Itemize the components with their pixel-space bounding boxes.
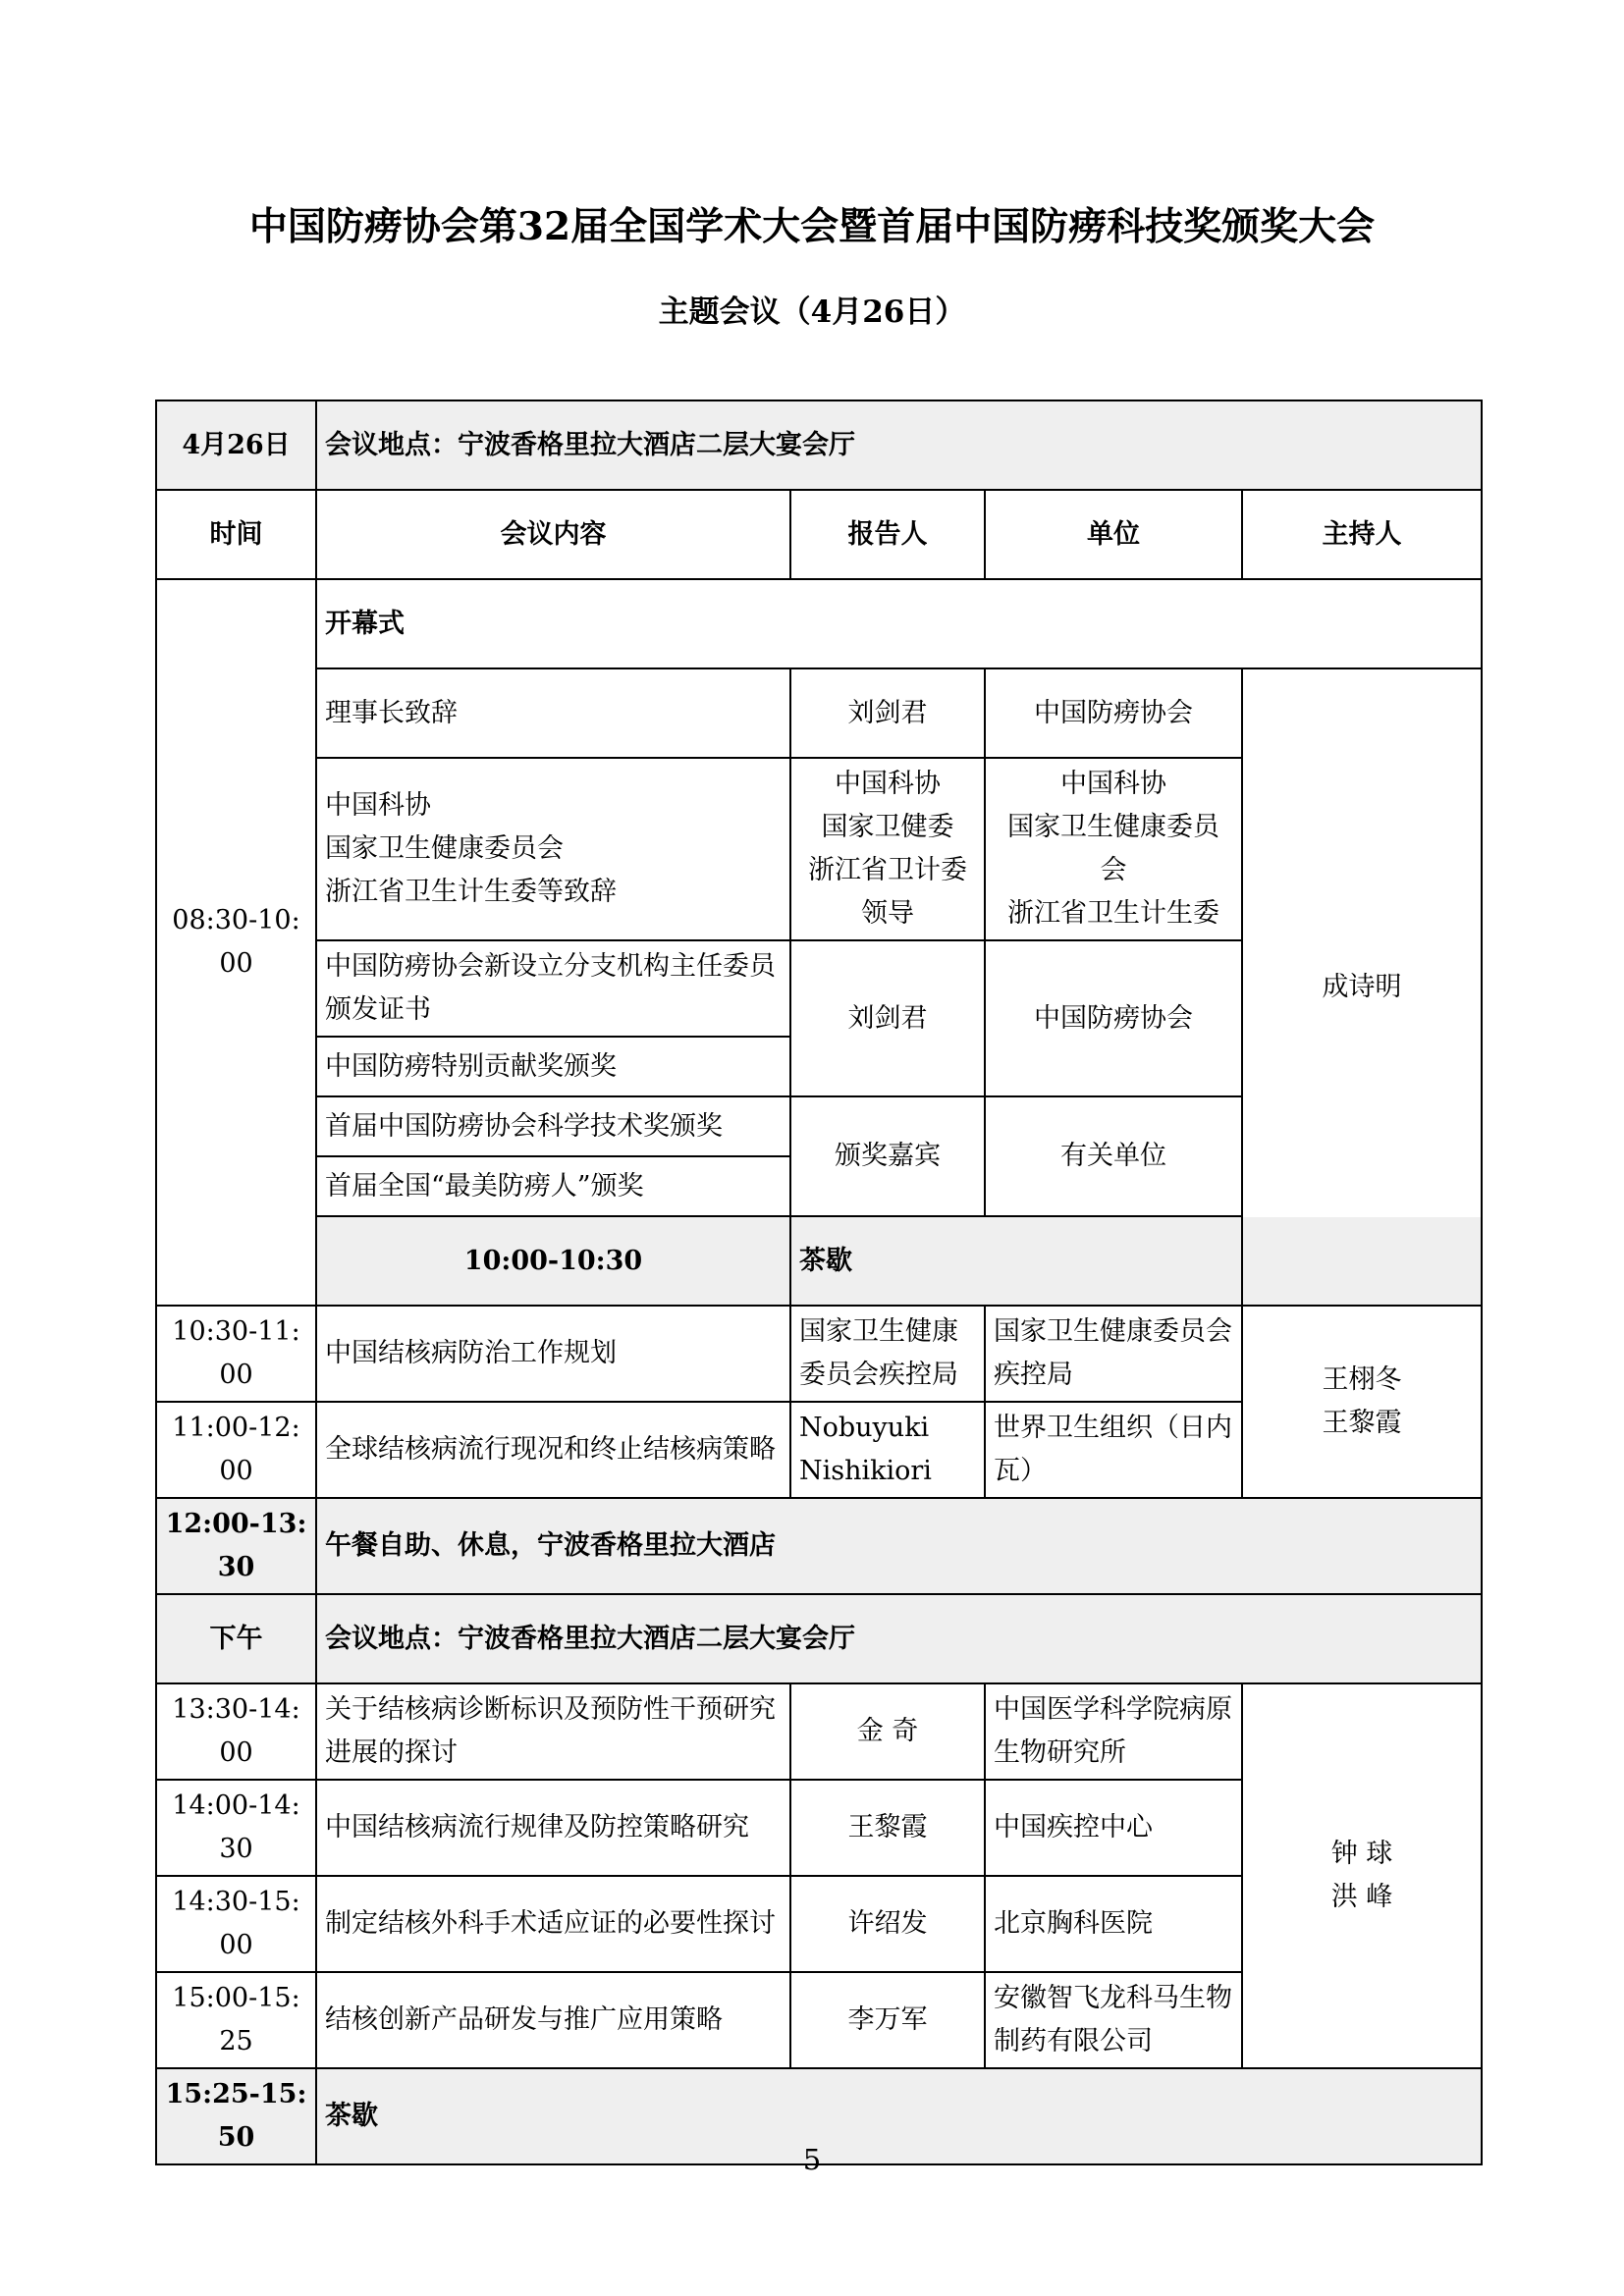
speaker-cell: 刘剑君	[790, 668, 985, 758]
unit-cell	[985, 758, 1242, 940]
speaker-cell: 刘剑君	[790, 940, 985, 1096]
header-unit: 单位	[985, 490, 1242, 579]
header-content: 会议内容	[316, 490, 790, 579]
host-line: 洪 峰	[1330, 1882, 1393, 1912]
host-line: 钟 球	[1330, 1839, 1393, 1869]
content-line: 浙江省卫生计生委等致辞	[325, 877, 617, 907]
break-label: 茶歇	[316, 2068, 1482, 2164]
content-cell: 首届全国“最美防痨人”颁奖	[316, 1156, 790, 1216]
afternoon-header-row	[156, 1594, 1482, 1683]
afternoon-label: 下午	[156, 1594, 316, 1683]
speaker-cell: 国家卫生健康委员会疾控局	[790, 1306, 985, 1402]
table-row	[156, 668, 1482, 758]
session2-host	[1242, 1683, 1482, 2068]
content-line: 中国科协	[325, 790, 431, 821]
break-row	[156, 1216, 1482, 1306]
opening-title-row	[156, 579, 1482, 668]
unit-cell: 安徽智飞龙科马生物制药有限公司	[985, 1972, 1242, 2068]
opening-host: 成诗明	[1242, 668, 1482, 1306]
speaker-cell	[790, 1402, 985, 1498]
opening-time: 08:30-10:00	[156, 579, 316, 1306]
speaker-cell: 李万军	[790, 1972, 985, 2068]
break-label: 茶歇	[790, 1216, 1482, 1306]
unit-cell: 北京胸科医院	[985, 1876, 1242, 1972]
time-cell: 14:30-15:00	[156, 1876, 316, 1972]
speaker-cell: 颁奖嘉宾	[790, 1096, 985, 1216]
host-line: 王黎霞	[1322, 1408, 1402, 1438]
content-cell: 中国结核病防治工作规划	[316, 1306, 790, 1402]
break-time: 10:00-10:30	[316, 1216, 790, 1306]
unit-cell: 中国医学科学院病原生物研究所	[985, 1683, 1242, 1780]
content-cell: 首届中国防痨协会科学技术奖颁奖	[316, 1096, 790, 1156]
time-cell: 11:00-12:00	[156, 1402, 316, 1498]
document-subtitle: 主题会议（4月26日）	[658, 294, 966, 330]
time-cell: 10:30-11:00	[156, 1306, 316, 1402]
speaker-line: 国家卫健委	[821, 812, 954, 842]
content-cell: 结核创新产品研发与推广应用策略	[316, 1972, 790, 2068]
unit-line: 浙江省卫生计生委	[1007, 898, 1219, 929]
content-cell: 中国防痨协会新设立分支机构主任委员颁发证书	[316, 940, 790, 1037]
unit-cell: 有关单位	[985, 1096, 1242, 1216]
speaker-line: 浙江省卫计委	[808, 855, 967, 885]
morning-venue: 会议地点：宁波香格里拉大酒店二层大宴会厅	[316, 400, 1482, 490]
time-cell: 13:30-14:00	[156, 1683, 316, 1780]
page-number: 5	[802, 2143, 822, 2176]
column-header-row	[156, 490, 1482, 579]
lunch-label: 午餐自助、休息，宁波香格里拉大酒店	[316, 1498, 1482, 1594]
unit-line: 国家卫生健康委员	[1007, 812, 1219, 842]
unit-cell: 世界卫生组织（日内瓦）	[985, 1402, 1242, 1498]
speaker-line: 中国科协	[835, 769, 941, 799]
speaker-cell: 许绍发	[790, 1876, 985, 1972]
lunch-time: 12:00-13:30	[156, 1498, 316, 1594]
content-line: 国家卫生健康委员会	[325, 833, 564, 864]
time-cell: 15:00-15:25	[156, 1972, 316, 2068]
speaker-cell: 王黎霞	[790, 1780, 985, 1876]
header-time: 时间	[156, 490, 316, 579]
unit-cell: 国家卫生健康委员会疾控局	[985, 1306, 1242, 1402]
host-line: 王栩冬	[1322, 1364, 1402, 1395]
schedule-table	[155, 400, 1483, 2165]
content-cell: 中国结核病流行规律及防控策略研究	[316, 1780, 790, 1876]
morning-header-row	[156, 400, 1482, 490]
content-cell: 全球结核病流行现况和终止结核病策略	[316, 1402, 790, 1498]
afternoon-venue: 会议地点：宁波香格里拉大酒店二层大宴会厅	[316, 1594, 1482, 1683]
break-time: 15:25-15:50	[156, 2068, 316, 2164]
table-row	[156, 1306, 1482, 1402]
header-speaker: 报告人	[790, 490, 985, 579]
unit-cell: 中国防痨协会	[985, 940, 1242, 1096]
unit-cell: 中国防痨协会	[985, 668, 1242, 758]
document-title: 中国防痨协会第32届全国学术大会暨首届中国防痨科技奖颁奖大会	[248, 204, 1376, 249]
content-cell: 理事长致辞	[316, 668, 790, 758]
speaker-line: Nobuyuki	[799, 1413, 930, 1443]
unit-line: 会	[1100, 855, 1127, 885]
content-cell: 中国防痨特别贡献奖颁奖	[316, 1037, 790, 1096]
unit-cell: 中国疾控中心	[985, 1780, 1242, 1876]
table-row	[156, 1683, 1482, 1780]
content-cell	[316, 758, 790, 940]
header-host: 主持人	[1242, 490, 1482, 579]
content-cell: 制定结核外科手术适应证的必要性探讨	[316, 1876, 790, 1972]
speaker-line: Nishikiori	[799, 1456, 932, 1486]
lunch-row	[156, 1498, 1482, 1594]
speaker-line: 领导	[861, 898, 914, 929]
content-cell: 关于结核病诊断标识及预防性干预研究进展的探讨	[316, 1683, 790, 1780]
speaker-cell: 金 奇	[790, 1683, 985, 1780]
unit-line: 中国科协	[1060, 769, 1166, 799]
session1-host	[1242, 1306, 1482, 1498]
time-cell: 14:00-14:30	[156, 1780, 316, 1876]
opening-title: 开幕式	[316, 579, 1482, 668]
morning-date: 4月26日	[156, 400, 316, 490]
speaker-cell	[790, 758, 985, 940]
